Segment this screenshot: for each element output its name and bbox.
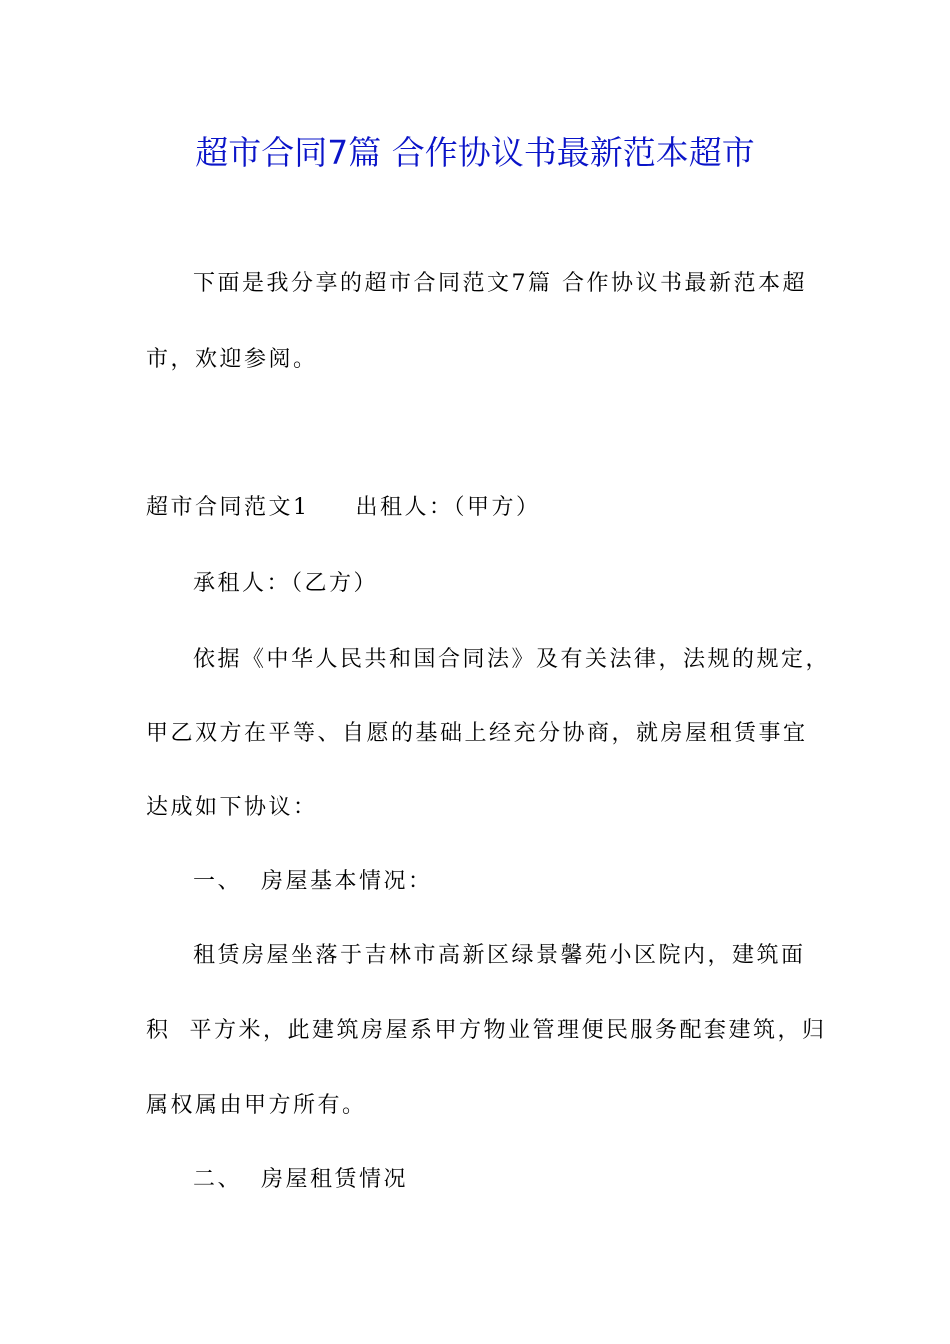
section-heading-line (146, 492, 541, 524)
paragraph-1-line-2: 甲乙双方在平等、自愿的基础上经充分协商，就房屋租赁事宜 (146, 721, 808, 746)
paragraph-2-line-3: 属权属由甲方所有。 (146, 1093, 367, 1118)
clause-1-heading: 一、 房屋基本情况： (193, 869, 433, 894)
paragraph-2-line-2: 积 平方米，此建筑房屋系甲方物业管理便民服务配套建筑，归 (146, 1018, 827, 1043)
paragraph-2-line-1: 租赁房屋坐落于吉林市高新区绿景馨苑小区院内，建筑面 (193, 943, 806, 968)
lessee-line: 承租人：（乙方） (193, 571, 379, 596)
clause-2-heading: 二、 房屋租赁情况 (193, 1167, 408, 1192)
document-title: 超市合同7篇 合作协议书最新范本超市 (195, 133, 755, 172)
intro-line-2: 市，欢迎参阅。 (146, 347, 318, 372)
contract-heading: 超市合同范文1 (146, 495, 310, 520)
paragraph-1-line-1: 依据《中华人民共和国合同法》及有关法律，法规的规定， (193, 647, 831, 672)
intro-line-1: 下面是我分享的超市合同范文7篇 合作协议书最新范本超 (193, 271, 807, 296)
lessor-label: 出租人：（甲方） (355, 495, 541, 520)
paragraph-1-line-3: 达成如下协议： (146, 795, 318, 820)
